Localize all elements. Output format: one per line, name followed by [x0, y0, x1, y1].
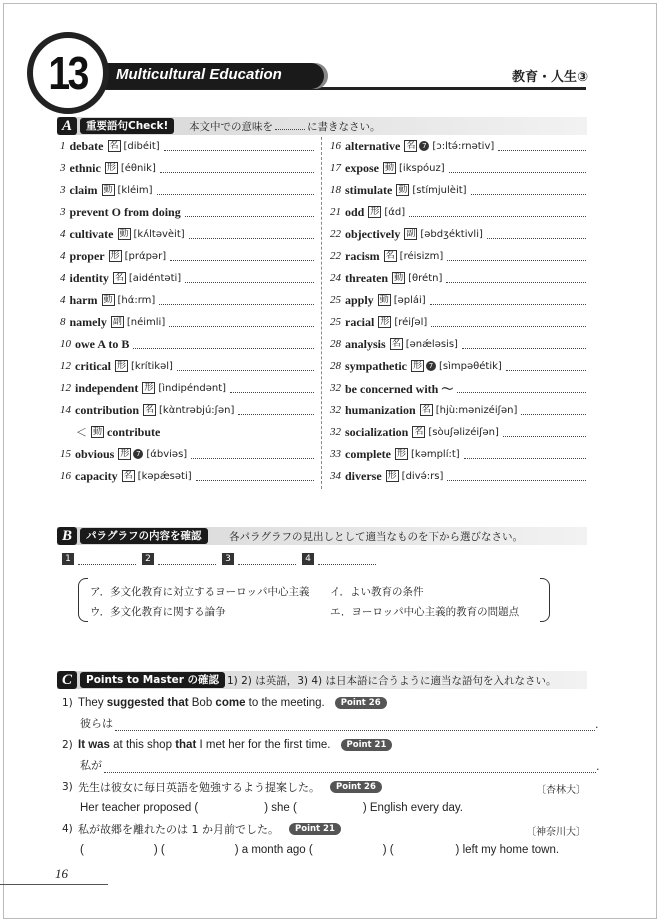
answer-line[interactable]: [449, 163, 586, 173]
vocab-word: complete: [345, 446, 391, 461]
pos-tag: 動: [394, 273, 404, 283]
pos-tag: 名: [406, 141, 416, 151]
text: ) left my home town.: [455, 844, 560, 856]
text: ) (: [382, 844, 394, 856]
pronunciation: [sìmpəθétik]: [439, 360, 502, 372]
blank-number: 1: [62, 553, 74, 565]
line-number: 3: [60, 184, 66, 196]
vocab-item: [60, 247, 314, 265]
fill-sentence: [80, 802, 463, 814]
line-number: 33: [330, 448, 341, 460]
vocab-item: [60, 467, 314, 485]
vocab-item: [60, 159, 314, 177]
vocab-item: [330, 291, 586, 309]
answer-line[interactable]: [238, 553, 296, 565]
vocab-item: [60, 181, 314, 199]
pronunciation: [divə́:rs]: [401, 470, 444, 482]
line-number: 4: [60, 250, 66, 262]
paragraph-blank-4[interactable]: [302, 551, 376, 567]
instruction-blank: [275, 120, 305, 130]
line-number: 12: [60, 382, 71, 394]
answer-line[interactable]: [191, 449, 314, 459]
answer-line[interactable]: [238, 405, 314, 415]
line-number: 16: [60, 470, 71, 482]
pronunciation: [éθnik]: [120, 162, 156, 174]
pos-tag: 副: [406, 229, 416, 239]
bold-text: It was: [78, 739, 110, 751]
pos-tag: 名: [391, 339, 401, 349]
question-number: 2): [62, 739, 73, 751]
line-number: 17: [330, 162, 341, 174]
chapter-category: 教育・人生③: [511, 70, 588, 85]
pos-tag: 形: [370, 207, 380, 217]
pos-tag: 名: [145, 405, 155, 415]
vocab-word: socialization: [345, 424, 409, 439]
vocab-item: [60, 137, 314, 155]
pos-tag: 形: [120, 449, 130, 459]
answer-line[interactable]: [506, 361, 586, 371]
point-badge: Point 21: [289, 823, 341, 835]
chapter-number: 13: [48, 47, 88, 99]
answer-line[interactable]: [159, 295, 314, 305]
point-badge: Point 26: [335, 697, 387, 709]
pronunciation: [ɔ:ltə́:rnətiv]: [432, 140, 495, 152]
pronunciation: [réisizm]: [399, 250, 444, 262]
vocab-word: apply: [345, 292, 374, 307]
vocab-item: [60, 379, 314, 397]
vocab-word: claim: [69, 182, 98, 197]
pronunciation: [άd]: [384, 206, 406, 218]
vocab-item: [330, 269, 586, 287]
answer-lead: 彼らは: [80, 717, 113, 730]
line-number: 24: [330, 272, 341, 284]
text: Bob: [188, 697, 216, 709]
pos-tag: 名: [123, 471, 133, 481]
answer-line[interactable]: [158, 553, 216, 565]
text: ) a month ago (: [234, 844, 313, 856]
pronunciation: [ikspóuz]: [399, 162, 445, 174]
pronunciation: [prάpər]: [124, 250, 167, 262]
instruction-post: に書きなさい。: [307, 121, 381, 133]
pronunciation: [sòuʃəlizéiʃən]: [428, 426, 499, 438]
section-c-instruction: 1) 2) は英語，3) 4) は日本語に合うように適当な語句を入れなさい。: [227, 675, 557, 687]
answer-1[interactable]: [80, 715, 599, 731]
title-bar: [92, 63, 324, 89]
pos-tag: 名: [114, 273, 124, 283]
answer-lead: 私が: [80, 759, 102, 772]
vocab-item: [330, 357, 586, 375]
point-badge: Point 21: [341, 739, 393, 751]
pos-tag: 形: [116, 361, 126, 371]
pronunciation: [άbviəs]: [146, 448, 188, 460]
options-brace-right: [540, 578, 550, 622]
pos-tag: 動: [119, 229, 129, 239]
line-number: 8: [60, 316, 66, 328]
text: at this shop: [109, 739, 176, 751]
line-number: 32: [330, 382, 341, 394]
vocab-item: [330, 181, 586, 199]
pos-tag: 形: [106, 163, 116, 173]
question-2: [62, 736, 392, 754]
pos-tag: 形: [380, 317, 390, 327]
pos-tag: 名: [421, 405, 431, 415]
instruction-pre: 本文中での意味を: [189, 121, 273, 133]
pronunciation: [stímjulèit]: [412, 184, 467, 196]
vocab-word: ethnic: [69, 160, 101, 175]
vocab-word: diverse: [345, 468, 382, 483]
accent-mark-icon: 7: [419, 141, 429, 151]
pos-tag: 形: [110, 251, 120, 261]
vocab-word: harm: [69, 292, 98, 307]
vocab-word: odd: [345, 204, 365, 219]
vocab-word: threaten: [345, 270, 389, 285]
vocab-word: prevent O from doing: [69, 204, 181, 219]
pronunciation: [kὰntrəbjú:ʃən]: [159, 404, 235, 416]
line-number: 28: [330, 360, 341, 372]
answer-line[interactable]: [104, 761, 596, 773]
pos-tag: 副: [112, 317, 122, 327]
question-1: [62, 694, 387, 712]
answer-line[interactable]: [230, 383, 314, 393]
text: I met her for the first time.: [196, 739, 331, 751]
derivation-mark: ＜: [76, 427, 87, 439]
paragraph-blank-1[interactable]: [62, 551, 136, 567]
answer-line[interactable]: [462, 339, 586, 349]
option-i: イ．よい教育の条件: [330, 586, 424, 598]
pos-tag: 形: [413, 361, 423, 371]
line-number: 4: [60, 294, 66, 306]
pos-tag: 形: [387, 471, 397, 481]
question-number: 1): [62, 697, 73, 709]
page-number: 16: [55, 866, 68, 881]
pronunciation: [əplái]: [393, 294, 426, 306]
answer-line[interactable]: [487, 229, 586, 239]
answer-line[interactable]: [430, 295, 586, 305]
options-brace-left: [78, 578, 88, 622]
line-number: 3: [60, 206, 66, 218]
answer-line[interactable]: [160, 163, 314, 173]
vocab-item: [330, 313, 586, 331]
text: (: [80, 844, 84, 856]
answer-line[interactable]: [409, 207, 586, 217]
pronunciation: [krítikəl]: [131, 360, 173, 372]
vocab-word: critical: [75, 358, 111, 373]
answer-line[interactable]: [498, 141, 586, 151]
vocab-word: owe A to B: [75, 336, 130, 351]
answer-line[interactable]: [431, 317, 586, 327]
question-japanese: 先生は彼女に毎日英語を勉強するよう提案した。: [78, 781, 320, 794]
option-a: ア．多文化教育に対立するヨーロッパ中心主義: [90, 586, 310, 598]
text: ) she (: [264, 802, 297, 814]
vocab-item: [330, 159, 586, 177]
vocab-word: stimulate: [345, 182, 393, 197]
vocab-word: racism: [345, 248, 380, 263]
vocab-word: racial: [345, 314, 375, 329]
line-number: 22: [330, 228, 341, 240]
section-a-instruction: [189, 119, 381, 134]
vocab-item: [60, 269, 314, 287]
answer-line[interactable]: [185, 273, 314, 283]
line-number: 16: [330, 140, 341, 152]
fill-sentence: [80, 844, 559, 856]
vocab-word: contribute: [107, 424, 161, 439]
line-number: 21: [330, 206, 341, 218]
answer-3[interactable]: [80, 799, 463, 817]
section-a-header: [57, 117, 587, 135]
line-number: 10: [60, 338, 71, 350]
blank-number: 4: [302, 553, 314, 565]
vocab-item: [60, 401, 314, 419]
pronunciation: [hjù:mənizéiʃən]: [435, 404, 518, 416]
line-number: 4: [60, 228, 66, 240]
vocab-item: [60, 313, 314, 331]
answer-line[interactable]: [157, 185, 314, 195]
vocab-item: [60, 445, 314, 463]
answer-line[interactable]: [177, 361, 314, 371]
answer-line[interactable]: [447, 471, 586, 481]
line-number: 15: [60, 448, 71, 460]
paragraph-blank-3[interactable]: [222, 551, 296, 567]
vocab-word: proper: [69, 248, 105, 263]
line-number: 22: [330, 250, 341, 262]
pos-tag: 動: [103, 185, 113, 195]
answer-line[interactable]: [457, 383, 586, 393]
section-c-header: [57, 671, 587, 689]
vocab-word: analysis: [345, 336, 386, 351]
line-number: 4: [60, 272, 66, 284]
vocab-item: [60, 335, 314, 353]
vocab-item: [60, 423, 314, 441]
vocab-word: identity: [69, 270, 109, 285]
pos-tag: 名: [385, 251, 395, 261]
pronunciation: [kəmplí:t]: [411, 448, 460, 460]
vocab-item: [330, 203, 586, 221]
answer-line[interactable]: [503, 427, 586, 437]
paragraph-blank-2[interactable]: [142, 551, 216, 567]
vocab-word: capacity: [75, 468, 118, 483]
pronunciation: [aidéntəti]: [128, 272, 182, 284]
vocab-item: [330, 445, 586, 463]
pos-tag: 動: [398, 185, 408, 195]
question-3: [62, 778, 382, 796]
section-b-header: [57, 527, 587, 545]
option-e: エ．ヨーロッパ中心主義的教育の問題点: [330, 606, 520, 618]
pronunciation: [kəpǽsəti]: [137, 470, 192, 482]
text: Her teacher proposed (: [80, 802, 199, 814]
vocab-word: independent: [75, 380, 139, 395]
question-japanese: 私が故郷を離れたのは 1 か月前でした。: [78, 823, 279, 836]
vocab-item: [60, 225, 314, 243]
question-number: 4): [62, 823, 73, 835]
question-number: 3): [62, 781, 73, 793]
point-badge: Point 26: [330, 781, 382, 793]
section-a-letter: A: [57, 117, 77, 135]
section-b-tag: パラグラフの内容を確認: [80, 528, 208, 544]
question-text: [78, 697, 325, 709]
vocab-item: [60, 203, 314, 221]
vocab-item: [330, 335, 586, 353]
pos-tag: 動: [103, 295, 113, 305]
vocab-item: [330, 379, 586, 397]
vocab-word: contribution: [75, 402, 140, 417]
page-number-rule: [0, 884, 108, 885]
blank-number: 2: [142, 553, 154, 565]
answer-line[interactable]: [196, 471, 314, 481]
answer-line[interactable]: [78, 553, 136, 565]
vocab-item: [60, 357, 314, 375]
pronunciation: [hά:rm]: [117, 294, 156, 306]
pronunciation: [néimli]: [126, 316, 166, 328]
answer-2[interactable]: [80, 757, 600, 773]
source-kanagawa: 〔神奈川大〕: [526, 827, 586, 838]
option-u: ウ．多文化教育に関する論争: [90, 606, 226, 618]
question-text: [78, 739, 331, 751]
answer-line[interactable]: [164, 141, 314, 151]
pronunciation: [kʌ́ltəvèit]: [133, 228, 185, 240]
pronunciation: [əbdʒéktivli]: [420, 228, 483, 240]
vocab-item: [330, 401, 586, 419]
vocab-word: humanization: [345, 402, 416, 417]
answer-line[interactable]: [471, 185, 586, 195]
period: .: [595, 718, 599, 731]
pronunciation: [ìndipéndənt]: [158, 382, 227, 394]
section-c-letter: C: [57, 671, 77, 689]
vocab-item: [330, 467, 586, 485]
accent-mark-icon: 7: [133, 449, 143, 459]
section-b-letter: B: [57, 527, 77, 545]
pos-tag: 名: [109, 141, 119, 151]
answer-line[interactable]: [189, 229, 314, 239]
line-number: 3: [60, 162, 66, 174]
answer-line[interactable]: [169, 317, 314, 327]
line-number: 32: [330, 404, 341, 416]
pos-tag: 形: [144, 383, 154, 393]
pronunciation: [dibéit]: [123, 140, 160, 152]
line-number: 1: [60, 140, 66, 152]
vocab-word: obvious: [75, 446, 115, 461]
answer-line[interactable]: [521, 405, 586, 415]
line-number: 25: [330, 294, 341, 306]
text: to the meeting.: [245, 697, 325, 709]
vocab-word: namely: [69, 314, 107, 329]
vocab-word: cultivate: [69, 226, 114, 241]
pos-tag: 動: [93, 427, 103, 437]
question-4: [62, 820, 341, 838]
answer-line[interactable]: [185, 207, 314, 217]
vocab-word: sympathetic: [345, 358, 407, 373]
vocab-word: debate: [69, 138, 104, 153]
column-divider: [321, 137, 322, 489]
answer-4[interactable]: [80, 841, 559, 859]
answer-line[interactable]: [446, 273, 586, 283]
period: .: [596, 760, 600, 773]
answer-line[interactable]: [133, 339, 314, 349]
line-number: 32: [330, 426, 341, 438]
section-a-tag: 重要語句Check!: [80, 118, 174, 134]
options-box: [78, 578, 550, 622]
pos-tag: 動: [379, 295, 389, 305]
bold-text: suggested that: [106, 697, 189, 709]
pos-tag: 動: [385, 163, 395, 173]
vocab-item: [330, 225, 586, 243]
bold-text: come: [215, 697, 246, 709]
accent-mark-icon: 7: [426, 361, 436, 371]
line-number: 18: [330, 184, 341, 196]
answer-line[interactable]: [115, 719, 595, 731]
chapter-title: Multicultural Education: [116, 66, 282, 83]
pos-tag: 名: [414, 427, 424, 437]
vocab-word: expose: [345, 160, 379, 175]
vocab-item: [330, 137, 586, 155]
section-b-instruction: 各パラグラフの見出しとして適当なものを下から選びなさい。: [229, 531, 523, 543]
vocab-word: alternative: [345, 138, 401, 153]
vocab-item: [60, 291, 314, 309]
answer-line[interactable]: [464, 449, 586, 459]
line-number: 34: [330, 470, 341, 482]
text: ) English every day.: [362, 802, 463, 814]
pronunciation: [ənǽləsis]: [405, 338, 458, 350]
section-c-tag: Points to Master の確認: [80, 672, 225, 688]
blank-number: 3: [222, 553, 234, 565]
pronunciation: [kléim]: [117, 184, 153, 196]
source-kyorin: 〔杏林大〕: [536, 785, 586, 796]
chapter-badge: [27, 32, 109, 114]
answer-line[interactable]: [447, 251, 586, 261]
line-number: 25: [330, 316, 341, 328]
pronunciation: [θrétn]: [408, 272, 443, 284]
vocab-item: [330, 423, 586, 441]
line-number: 12: [60, 360, 71, 372]
pos-tag: 形: [396, 449, 406, 459]
line-number: 14: [60, 404, 71, 416]
vocab-item: [330, 247, 586, 265]
answer-line[interactable]: [170, 251, 314, 261]
pronunciation: [réiʃəl]: [394, 316, 428, 328]
answer-line[interactable]: [318, 553, 376, 565]
text: They: [78, 697, 107, 709]
bold-text: that: [175, 739, 197, 751]
line-number: 28: [330, 338, 341, 350]
vocab-word: objectively: [345, 226, 401, 241]
vocab-word: be concerned with ～: [345, 381, 454, 396]
text: ) (: [153, 844, 165, 856]
